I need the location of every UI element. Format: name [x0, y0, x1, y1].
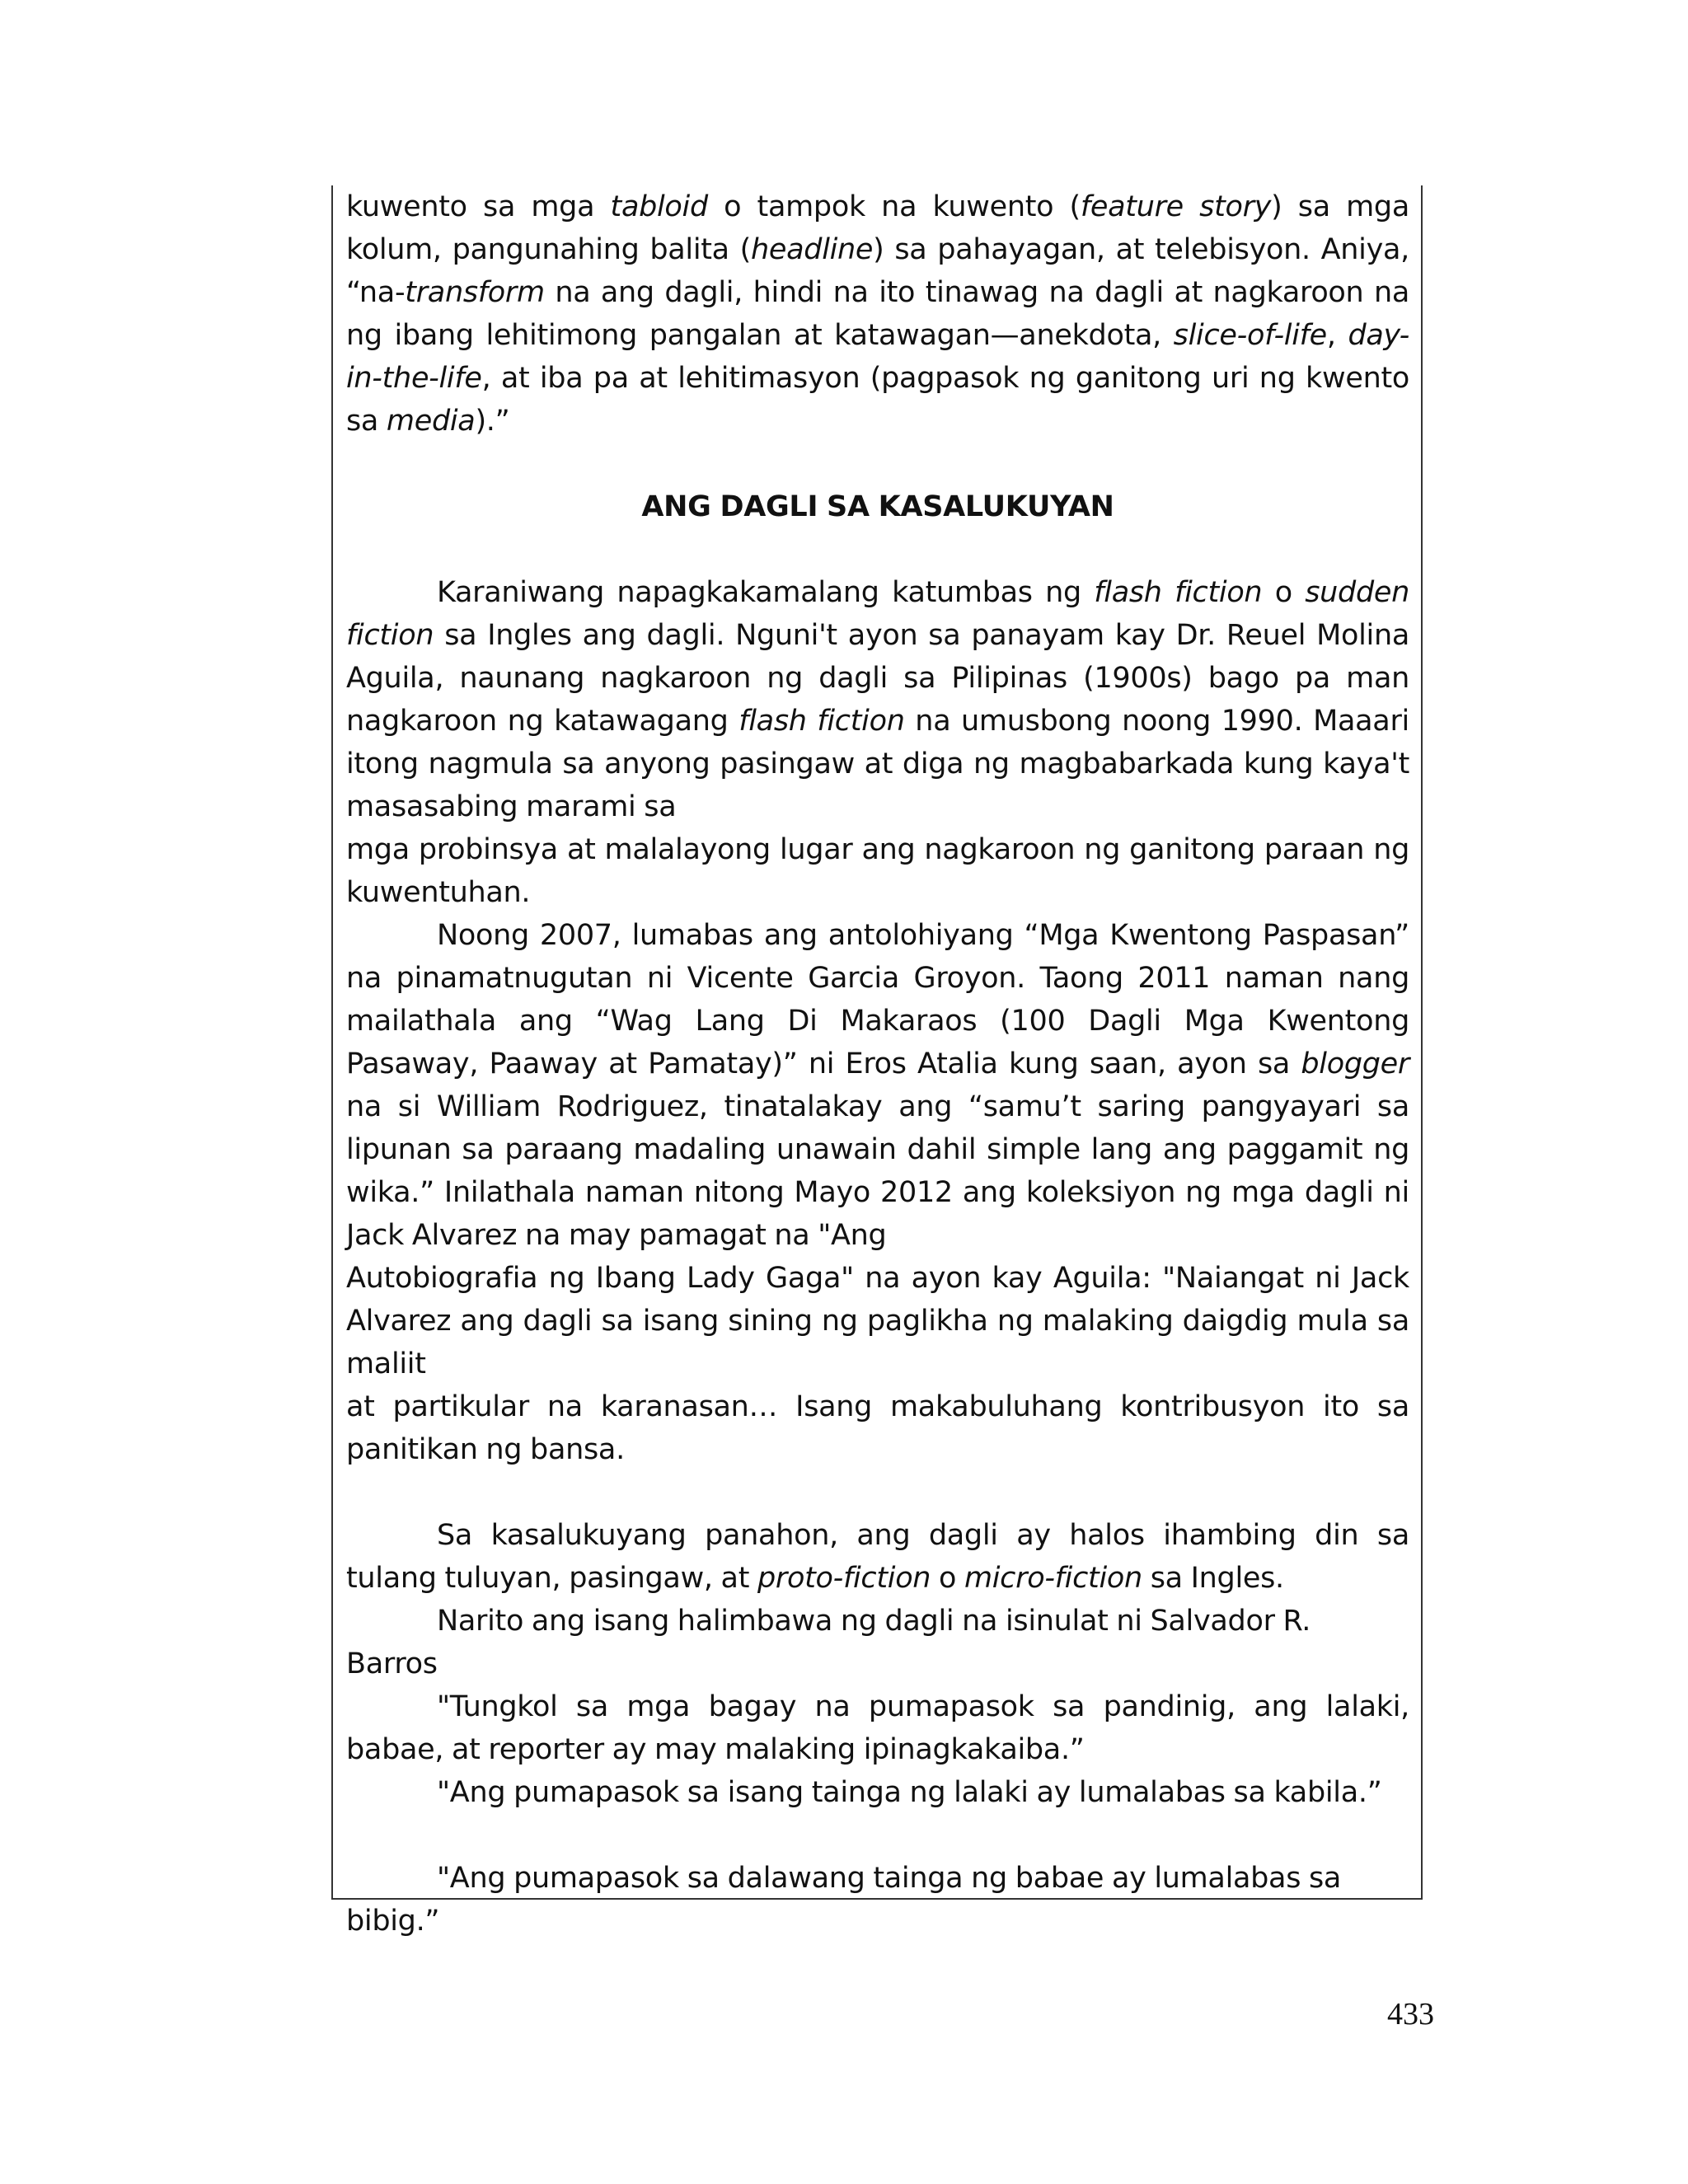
quote-babae: "Ang pumapasok sa dalawang tainga ng babae ay lumalabas sa bibig.”	[346, 1862, 1342, 1938]
paragraph-probinsya: mga probinsya at malalayong lugar ang nagkaroon ng ganitong paraan ng kuwentuhan.	[346, 833, 1409, 909]
paragraph-kasalukuyan: Sa kasalukuyang panahon, ang dagli ay halos ihambing din sa tulang tuluyan, pasingaw, at proto-fiction o micro-fiction sa Ingles.	[346, 1519, 1409, 1595]
page-number: 433	[1387, 1997, 1434, 2032]
document-body	[346, 185, 1409, 1943]
paragraph-autobiografia: Autobiografia ng Ibang Lady Gaga" na ayon kay Aguila: "Naiangat ni Jack Alvarez ang dagli sa isang sining ng paglikha ng malaking daigdig mula sa maliit	[346, 1262, 1409, 1380]
paragraph-flash-fiction: Karaniwang napagkakamalang katumbas ng flash fiction o sudden fiction sa Ingles ang dagli. Nguni't ayon sa panayam kay Dr. Reuel Molina Aguila, naunang nagkaroon ng dagli sa Pilipinas (1900s) bago pa man nagkaroon ng katawagang flash fiction na umusbong noong 1990. Maaari itong nagmula sa anyong pasingaw at diga ng magbabarkada kung kaya't masasabing marami sa	[346, 576, 1409, 823]
quote-tungkol: "Tungkol sa mga bagay na pumapasok sa pandinig, ang lalaki, babae, at reporter ay may malaking ipinagkakaiba.”	[346, 1690, 1409, 1766]
quote-lalaki: "Ang pumapasok sa isang tainga ng lalaki ay lumalabas sa kabila.”	[437, 1776, 1382, 1809]
paragraph-halimbawa: Narito ang isang halimbawa ng dagli na isinulat ni Salvador R. Barros	[346, 1605, 1311, 1680]
section-heading: ANG DAGLI SA KASALUKUYAN	[641, 490, 1114, 523]
paragraph-partikular: at partikular na karanasan… Isang makabuluhang kontribusyon ito sa panitikan ng bansa.	[346, 1390, 1409, 1466]
paragraph-antolohiya: Noong 2007, lumabas ang antolohiyang “Mga Kwentong Paspasan” na pinamatnugutan ni Vicente Garcia Groyon. Taong 2011 naman nang mailathala ang “Wag Lang Di Makaraos (100 Dagli Mga Kwentong Pasaway, Paaway at Pamatay)” ni Eros Atalia kung saan, ayon sa blogger na si William Rodriguez, tinatalakay ang “samu’t saring pangyayari sa lipunan sa paraang madaling unawain dahil simple lang ang paggamit ng wika.” Inilathala naman nitong Mayo 2012 ang koleksiyon ng mga dagli ni Jack Alvarez na may pamagat na "Ang	[346, 919, 1409, 1252]
paragraph-continuation: kuwento sa mga tabloid o tampok na kuwento (feature story) sa mga kolum, pangunahing balita (headline) sa pahayagan, at telebisyon. Aniya, “na-transform na ang dagli, hindi na ito tinawag na dagli at nagkaroon na ng ibang lehitimong pangalan at katawagan—anekdota, slice-of-life, day-in-the-life, at iba pa at lehitimasyon (pagpasok ng ganitong uri ng kwento sa media).”	[346, 190, 1410, 438]
